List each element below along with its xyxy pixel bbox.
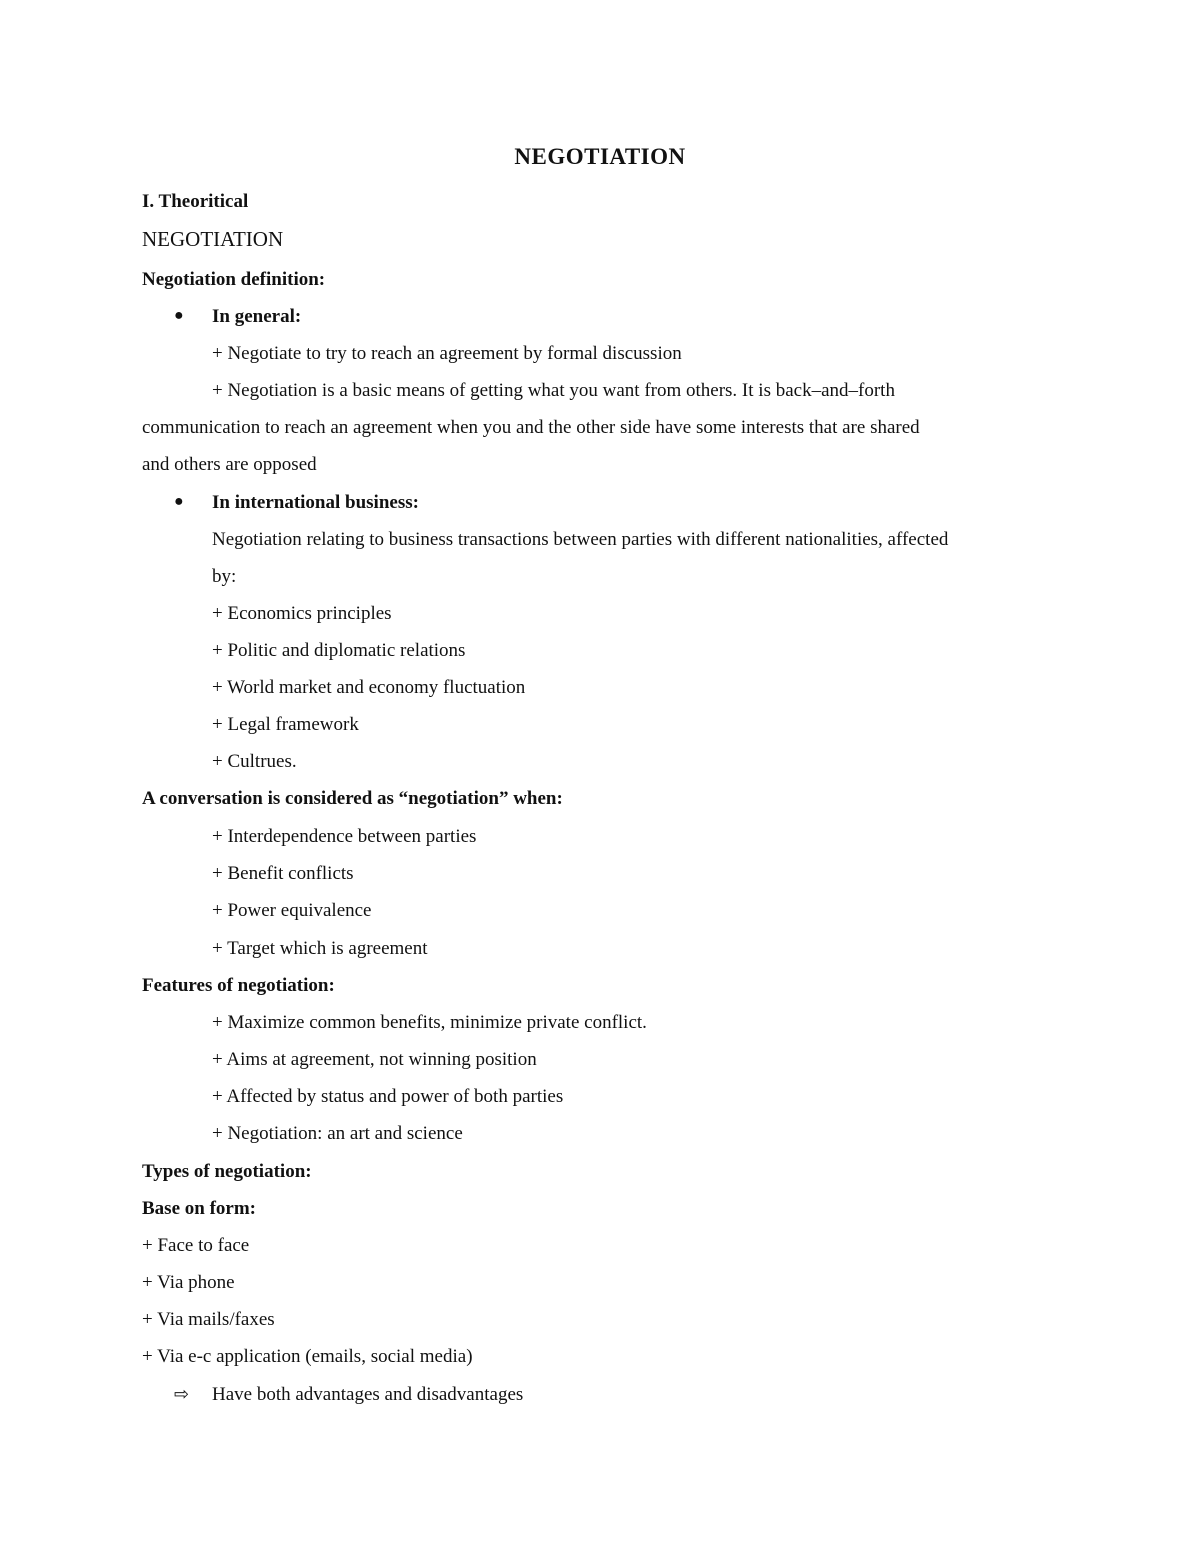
- bullet-icon: ●: [174, 307, 184, 324]
- international-label: In international business:: [212, 492, 419, 513]
- general-line-2b: communication to reach an agreement when you and the other side have some interests that are shared: [142, 417, 920, 438]
- international-item: + Legal framework: [212, 714, 359, 735]
- general-line-2a: + Negotiation is a basic means of getting what you want from others. It is back–and–forth: [212, 380, 895, 401]
- types-heading: Types of negotiation:: [142, 1161, 312, 1182]
- types-item: + Face to face: [142, 1235, 250, 1256]
- right-arrow-icon: ⇨: [174, 1384, 190, 1405]
- international-item: + Cultrues.: [212, 751, 297, 772]
- section-heading: I. Theoritical: [142, 191, 249, 212]
- document-title: NEGOTIATION: [514, 144, 686, 169]
- general-line-2c: and others are opposed: [142, 454, 317, 475]
- international-intro-b: by:: [212, 566, 237, 587]
- international-intro-a: Negotiation relating to business transactions between parties with different nationalities, affected: [212, 529, 949, 550]
- conversation-item: + Target which is agreement: [212, 938, 428, 959]
- features-item: + Affected by status and power of both parties: [212, 1086, 564, 1107]
- conversation-heading: A conversation is considered as “negotiation” when:: [142, 788, 563, 809]
- general-line-1: + Negotiate to try to reach an agreement by formal discussion: [212, 343, 682, 364]
- types-item: + Via e-c application (emails, social media): [142, 1346, 473, 1367]
- definition-heading: Negotiation definition:: [142, 269, 326, 290]
- types-item: + Via phone: [142, 1272, 235, 1293]
- subheading: NEGOTIATION: [142, 227, 284, 251]
- international-item: + Politic and diplomatic relations: [212, 640, 466, 661]
- base-form-heading: Base on form:: [142, 1198, 256, 1219]
- conversation-item: + Interdependence between parties: [212, 826, 477, 847]
- features-item: + Maximize common benefits, minimize private conflict.: [212, 1012, 647, 1033]
- features-item: + Aims at agreement, not winning position: [212, 1049, 537, 1070]
- international-item: + World market and economy fluctuation: [212, 677, 526, 698]
- bullet-icon: ●: [174, 493, 184, 510]
- types-item: + Via mails/faxes: [142, 1309, 275, 1330]
- features-heading: Features of negotiation:: [142, 975, 335, 996]
- conversation-item: + Benefit conflicts: [212, 863, 354, 884]
- conversation-item: + Power equivalence: [212, 900, 372, 921]
- features-item: + Negotiation: an art and science: [212, 1123, 463, 1144]
- general-label: In general:: [212, 306, 302, 327]
- international-item: + Economics principles: [212, 603, 392, 624]
- types-conclusion: Have both advantages and disadvantages: [212, 1384, 524, 1405]
